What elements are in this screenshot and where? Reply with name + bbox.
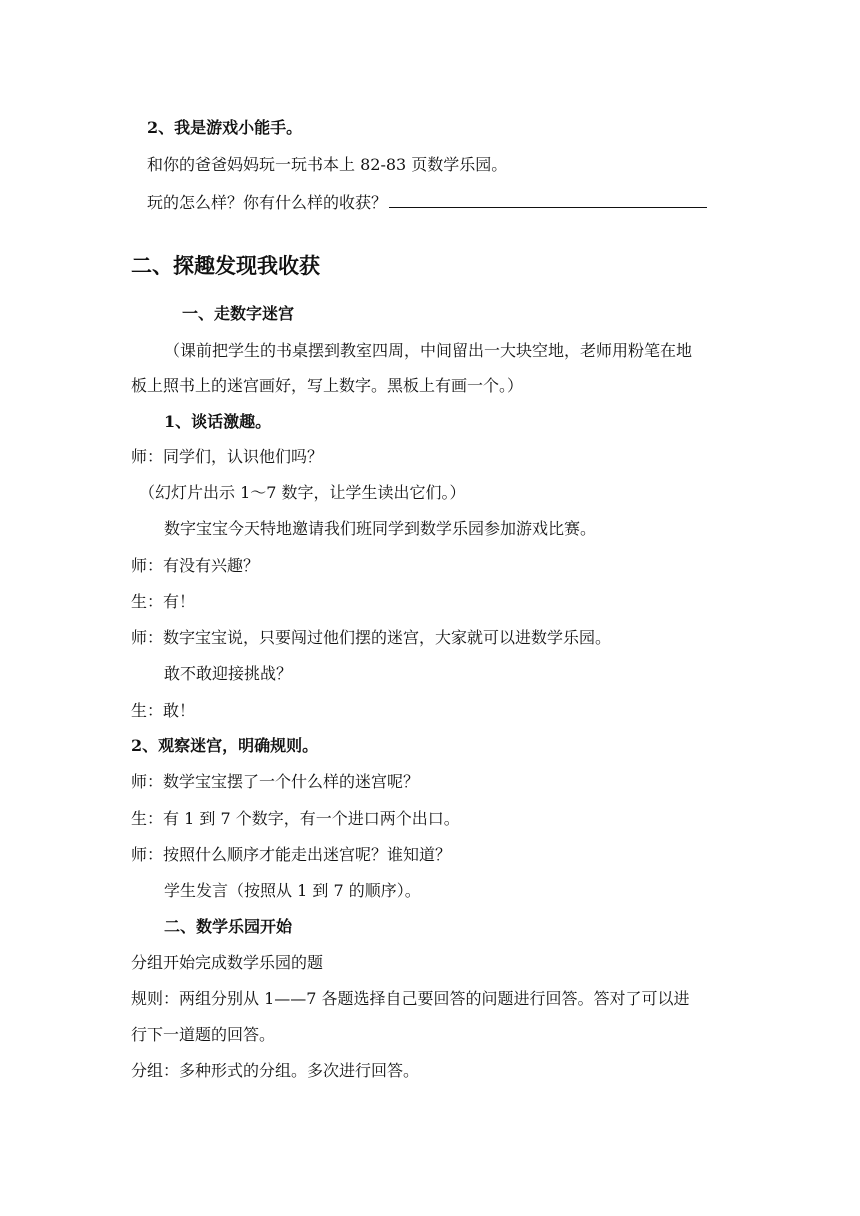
dialogue-line: 敢不敢迎接挑战？ bbox=[164, 664, 293, 683]
dialogue-line: 数字宝宝今天特地邀请我们班同学到数学乐园参加游戏比赛。 bbox=[164, 519, 597, 538]
dialogue-line: 师：数学宝宝摆了一个什么样的迷宫呢？ bbox=[131, 772, 420, 791]
dialogue-line: 学生发言（按照从 1 到 7 的顺序）。 bbox=[164, 881, 421, 900]
dialogue-line: 师：数字宝宝说，只要闯过他们摆的迷宫，大家就可以进数学乐园。 bbox=[131, 628, 612, 647]
paragraph: 分组开始完成数学乐园的题 bbox=[131, 953, 324, 972]
paragraph: 和你的爸爸妈妈玩一玩书本上 82-83 页数学乐园。 bbox=[147, 155, 508, 174]
question-line bbox=[147, 191, 707, 213]
section-heading-game: 2、我是游戏小能手。 bbox=[147, 118, 303, 137]
step-heading: 1、谈话激趣。 bbox=[164, 412, 272, 431]
dialogue-line: 师：同学们，认识他们吗？ bbox=[131, 447, 324, 466]
step-heading: 2、观察迷宫，明确规则。 bbox=[131, 736, 319, 755]
part-title: 二、探趣发现我收获 bbox=[131, 253, 320, 278]
subsection-heading-start: 二、数学乐园开始 bbox=[164, 917, 293, 936]
paragraph: 规则：两组分别从 1——7 各题选择自己要回答的问题进行回答。答对了可以进 bbox=[131, 989, 690, 1008]
dialogue-line: 生：敢！ bbox=[131, 701, 196, 720]
dialogue-line: （幻灯片出示 1～7 数字，让学生读出它们。） bbox=[139, 483, 466, 502]
paragraph: 板上照书上的迷宫画好，写上数字。黑板上有画一个。） bbox=[131, 376, 524, 395]
dialogue-line: 生：有！ bbox=[131, 592, 196, 611]
dialogue-line: 师：按照什么顺序才能走出迷宫呢？谁知道？ bbox=[131, 845, 452, 864]
dialogue-line: 师：有没有兴趣？ bbox=[131, 556, 260, 575]
paragraph: （课前把学生的书桌摆到教室四周，中间留出一大块空地，老师用粉笔在地 bbox=[164, 341, 693, 360]
paragraph: 行下一道题的回答。 bbox=[131, 1025, 276, 1044]
dialogue-line: 生：有 1 到 7 个数字，有一个进口两个出口。 bbox=[131, 809, 460, 828]
subsection-heading-maze: 一、走数字迷宫 bbox=[182, 304, 295, 323]
answer-blank bbox=[389, 191, 707, 208]
paragraph: 分组：多种形式的分组。多次进行回答。 bbox=[131, 1061, 420, 1080]
question-text: 玩的怎么样？你有什么样的收获？ bbox=[147, 193, 388, 212]
